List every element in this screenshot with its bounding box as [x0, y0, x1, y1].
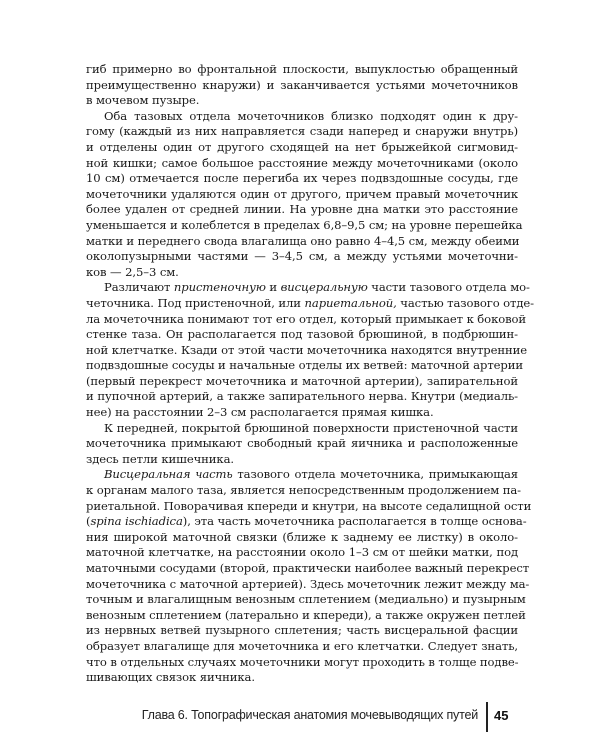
text-line: и отделены один от другого сходящей на нет брыжейкой сигмовид- — [86, 139, 518, 154]
text-line: и пупочной артерий, а также запирательного нерва. Кнутри (медиаль- — [86, 389, 518, 404]
text-line: (первый перекрест мочеточника и маточной артерии), запирательной — [86, 373, 518, 388]
text-line: подвздошные сосуды и начальные отделы их ветвей: маточной артерии — [86, 358, 523, 373]
text-line: мочеточника с маточной артерией). Здесь мочеточник лежит между ма- — [86, 576, 530, 591]
text-line: ния широкой маточной связки (ближе к заднему ее листку) в около- — [86, 529, 518, 544]
text-line: в мочевом пузыре. — [86, 93, 200, 108]
text-line: точным и влагалищным венозным сплетением (медиально) и пузырным — [86, 592, 526, 607]
footer-divider — [486, 702, 488, 732]
text-line: к органам малого таза, является непосредственным продолжением па- — [86, 483, 522, 498]
text-line: матки и переднего свода влагалища оно равно 4–4,5 см, между обеими — [86, 233, 520, 248]
text-line: нее) на расстоянии 2–3 см располагается прямая кишка. — [86, 405, 434, 420]
page-body — [86, 62, 534, 686]
text-line: ков — 2,5–3 см. — [86, 264, 179, 279]
text-line: Различают пристеночную и висцеральную части тазового отдела мо- — [104, 280, 530, 295]
text-line: здесь петли кишечника. — [86, 451, 234, 466]
text-line: преимущественно кнаружи) и заканчивается устьями мочеточников — [86, 77, 518, 92]
text-line: К передней, покрытой брюшиной поверхности пристеночной части — [104, 420, 518, 435]
text-line: из нервных ветвей пузырного сплетения; часть висцеральной фасции — [86, 623, 518, 638]
text-line: мочеточника примыкают свободный край яичника и расположенные — [86, 436, 518, 451]
text-line: уменьшается и колеблется в пределах 6,8–9,5 см; на уровне перешейка — [86, 217, 523, 232]
text-line: более удален от средней линии. На уровне дна матки это расстояние — [86, 202, 518, 217]
text-line: венозным сплетением (латерально и кпереди), а также окружен петлей — [86, 607, 526, 622]
text-line: ла мочеточника понимают тот его отдел, который примыкает к боковой — [86, 311, 527, 326]
text-line: мочеточники удаляются один от другого, причем правый мочеточник — [86, 186, 518, 201]
text-line: ной клетчатке. Кзади от этой части мочеточника находятся внутренние — [86, 342, 528, 357]
text-line: ной кишки; самое большое расстояние между мочеточниками (около — [86, 155, 518, 170]
text-line: стенке таза. Он располагается под тазовой брюшиной, в подбрюшин- — [86, 327, 518, 342]
text-line: что в отдельных случаях мочеточники могут проходить в толще подве- — [86, 654, 519, 669]
paragraph-anterior-surface — [86, 421, 518, 468]
paragraph-visceral-part — [86, 467, 532, 685]
text-line: четочника. Под пристеночной, или париетальной, частью тазового отде- — [86, 295, 534, 310]
text-line: образует влагалище для мочеточника и его клетчатки. Следует знать, — [86, 638, 518, 653]
chapter-title: Глава 6. Топографическая анатомия мочевыводящих путей — [141, 708, 478, 722]
text-line: (spina ischiadica), эта часть мочеточника располагается в толще основа- — [86, 514, 527, 529]
page-number: 45 — [494, 708, 509, 723]
text-line: околопузырными частями — 3–4,5 см, а между устьями мочеточни- — [86, 249, 518, 264]
text-line: Оба тазовых отдела мочеточников близко подходят один к дру- — [104, 108, 518, 123]
text-line: шивающих связок яичника. — [86, 670, 255, 685]
text-line: гиб примерно во фронтальной плоскости, выпуклостью обращенный — [86, 62, 518, 76]
paragraph-ureter-bend — [86, 62, 518, 109]
text-line: риетальной. Поворачивая кпереди и кнутри, на высоте седалищной ости — [86, 498, 532, 513]
page-footer — [0, 698, 600, 738]
text-line: 10 см) отмечается после перегиба их через подвздошные сосуды, где — [86, 171, 518, 186]
text-line: гому (каждый из них направляется сзади наперед и снаружи внутрь) — [86, 124, 518, 139]
paragraph-parietal-part — [86, 280, 534, 420]
paragraph-pelvic-sections — [86, 108, 523, 281]
text-line: маточными сосудами (второй, практически наиболее важный перекрест — [86, 561, 530, 575]
text-line: маточной клетчатке, на расстоянии около 1–3 см от шейки матки, под — [86, 545, 518, 560]
text-line: Висцеральная часть тазового отдела мочеточника, примыкающая — [104, 467, 518, 482]
